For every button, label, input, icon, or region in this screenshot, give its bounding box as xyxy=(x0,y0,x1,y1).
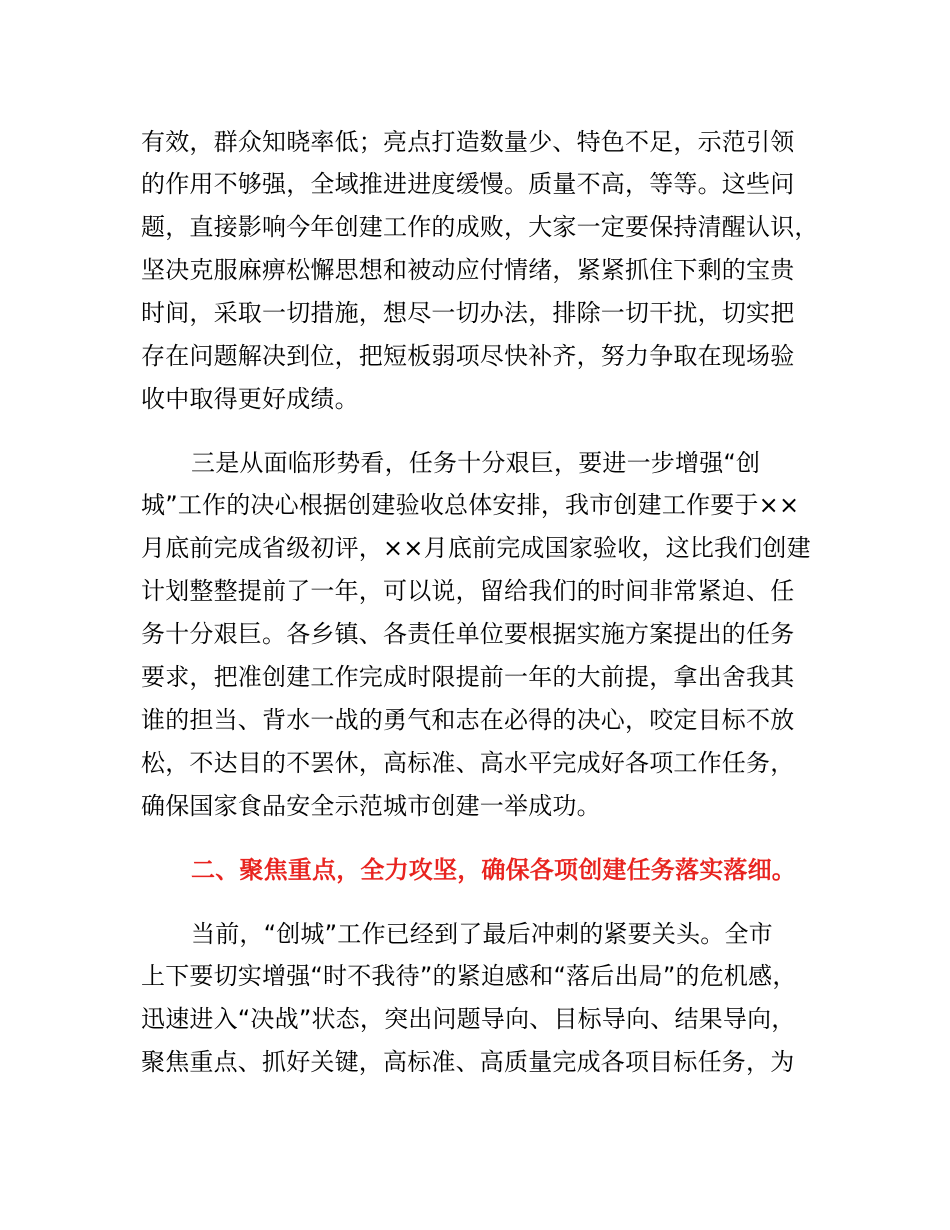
paragraph-2-line: 城”工作的决心根据创建验收总体安排，我市创建工作要于×× xyxy=(141,491,800,519)
paragraph-1-line: 的作用不够强，全域推进进度缓慢。质量不高，等等。这些问 xyxy=(141,170,795,198)
paragraph-2-line: 月底前完成省级初评，××月底前完成国家验收，这比我们创建 xyxy=(141,534,811,562)
section-heading: 二、聚焦重点，全力攻坚，确保各项创建任务落实落细。 xyxy=(191,856,796,884)
paragraph-1-line: 有效，群众知晓率低；亮点打造数量少、特色不足，示范引领 xyxy=(141,128,795,156)
paragraph-3-line: 当前，“创城”工作已经到了最后冲刺的紧要关头。全市 xyxy=(191,920,773,948)
paragraph-1-line: 题，直接影响今年创建工作的成败，大家一定要保持清醒认识， xyxy=(141,213,819,241)
paragraph-2-line: 计划整整提前了一年，可以说，留给我们的时间非常紧迫、任 xyxy=(141,577,795,605)
paragraph-3-line: 迅速进入“决战”状态，突出问题导向、目标导向、结果导向， xyxy=(141,1005,796,1033)
paragraph-2-line: 务十分艰巨。各乡镇、各责任单位要根据实施方案提出的任务 xyxy=(141,620,795,648)
paragraph-1-line: 坚决克服麻痹松懈思想和被动应付情绪，紧紧抓住下剩的宝贵 xyxy=(141,256,795,284)
paragraph-2-line: 三是从面临形势看，任务十分艰巨，要进一步增强“创 xyxy=(191,449,761,477)
paragraph-2-line: 确保国家食品安全示范城市创建一举成功。 xyxy=(141,792,601,820)
paragraph-2-line: 谁的担当、背水一战的勇气和志在必得的决心，咬定目标不放 xyxy=(141,706,795,734)
paragraph-3-line: 聚焦重点、抓好关键，高标准、高质量完成各项目标任务，为 xyxy=(141,1048,795,1076)
paragraph-1-line: 收中取得更好成绩。 xyxy=(141,385,359,413)
paragraph-3-line: 上下要切实增强“时不我待”的紧迫感和“落后出局”的危机感， xyxy=(141,962,797,990)
paragraph-2-line: 松，不达目的不罢休，高标准、高水平完成好各项工作任务， xyxy=(141,749,795,777)
paragraph-1-line: 存在问题解决到位，把短板弱项尽快补齐，努力争取在现场验 xyxy=(141,342,795,370)
paragraph-2-line: 要求，把准创建工作完成时限提前一年的大前提，拿出舍我其 xyxy=(141,663,795,691)
paragraph-1-line: 时间，采取一切措施，想尽一切办法，排除一切干扰，切实把 xyxy=(141,299,795,327)
